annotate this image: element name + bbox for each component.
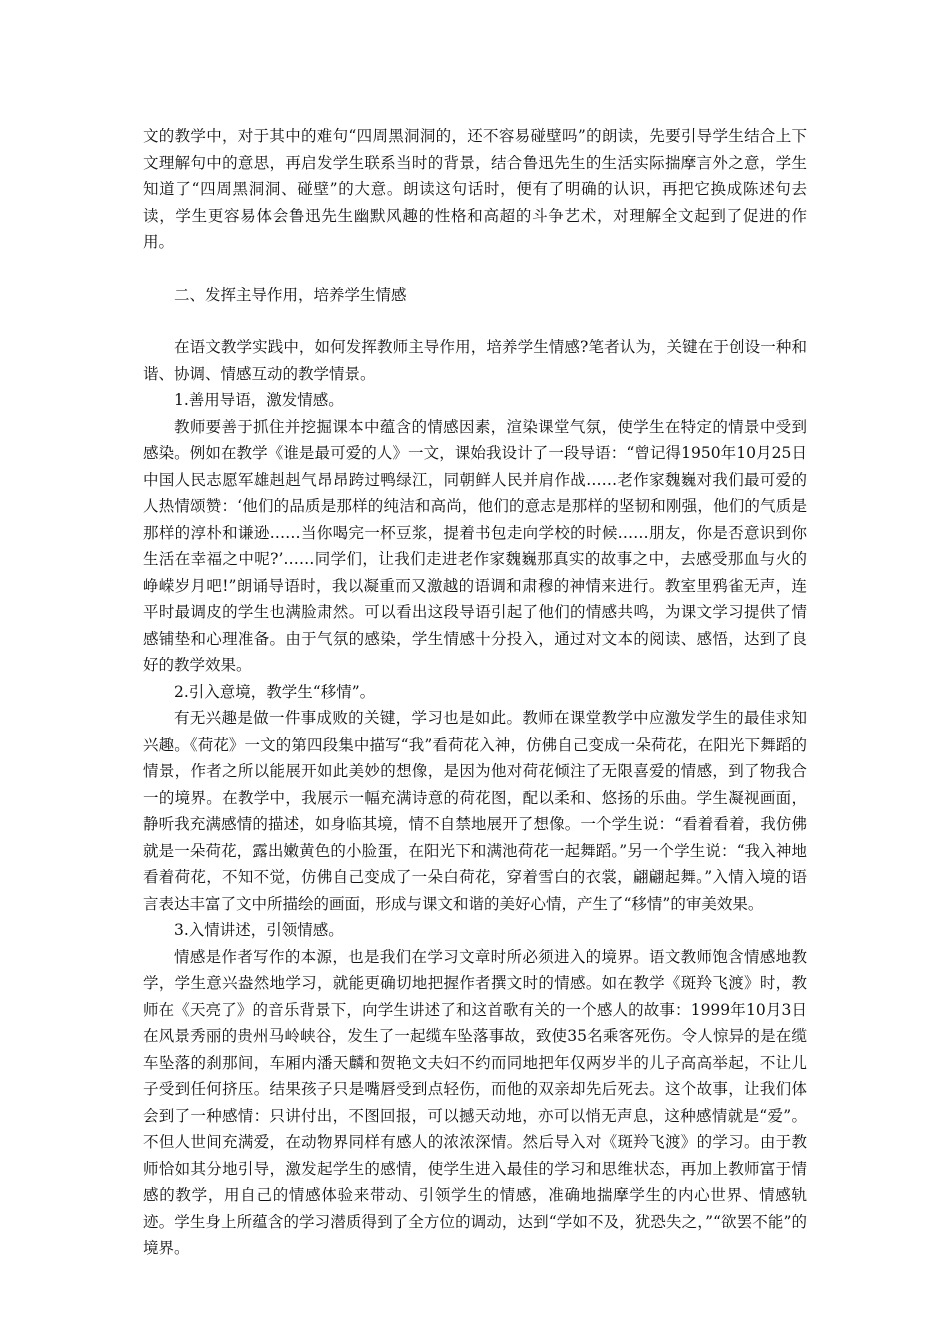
paragraph-intro: 在语文教学实践中，如何发挥教师主导作用，培养学生情感?笔者认为，关键在于创设一种和谐、协调、情感互动的教学情景。	[143, 338, 807, 383]
paragraph-continuation: 文的教学中，对于其中的难句“四周黑洞洞的，还不容易碰壁吗”的朗读，先要引导学生结合上下文理解句中的意思，再启发学生联系当时的背景，结合鲁迅先生的生活实际揣摩言外之意，学生知道了“四周黑洞洞、碰壁”的大意。朗读这句话时，便有了明确的认识，再把它换成陈述句去读，学生更容易体会鲁迅先生幽默风趣的性格和高超的斗争艺术，对理解全文起到了促进的作用。	[143, 127, 807, 251]
subheading-2: 2.引入意境，教学生“移情”。	[174, 682, 376, 701]
paragraph-guidance: 教师要善于抓住并挖掘课本中蕴含的情感因素，渲染课堂气氛，使学生在特定的情景中受到感染。例如在教学《谁是最可爱的人》一文，课始我设计了一段导语：“曾记得1950年10月25日中国人民志愿军雄赳赳气昂昂跨过鸭绿江，同朝鲜人民并肩作战……老作家魏巍对我们最可爱的人热情颂赞：‘他们的品质是那样的纯洁和高尚，他们的意志是那样的坚韧和刚强，他们的气质是那样的淳朴和谦逊……当你喝完一杯豆浆，提着书包走向学校的时候……朋友，你是否意识到你生活在幸福之中呢?’……同学们，让我们走进老作家魏巍那真实的故事之中，去感受那血与火的峥嵘岁月吧!”朗诵导语时，我以凝重而又激越的语调和肃穆的神情来进行。教室里鸦雀无声，连平时最调皮的学生也满脸肃然。可以看出这段导语引起了他们的情感共鸣，为课文学习提供了情感铺垫和心理准备。由于气氛的感染，学生情感十分投入，通过对文本的阅读、感悟，达到了良好的教学效果。	[143, 417, 807, 674]
paragraph-story: 情感是作者写作的本源，也是我们在学习文章时所必须进入的境界。语文教师饱含情感地教学，学生意兴盎然地学习，就能更确切地把握作者撰文时的情感。如在教学《斑羚飞渡》时，教师在《天亮了》的音乐背景下，向学生讲述了和这首歌有关的一个感人的故事：1999年10月3日在风景秀丽的贵州马岭峡谷，发生了一起缆车坠落事故，致使35名乘客死伤。令人惊异的是在缆车坠落的刹那间，车厢内潘天麟和贺艳文夫妇不约而同地把年仅两岁半的儿子高高举起，不让儿子受到任何挤压。结果孩子只是嘴唇受到点轻伤，而他的双亲却先后死去。这个故事，让我们体会到了一种感情：只讲付出，不图回报，可以撼天动地，亦可以悄无声息，这种感情就是“爱”。不但人世间充满爱，在动物界同样有感人的浓浓深情。然后导入对《斑羚飞渡》的学习。由于教师恰如其分地引导，激发起学生的感情，使学生进入最佳的学习和思维状态，再加上教师富于情感的教学，用自己的情感体验来带动、引领学生的情感，准确地揣摩学生的内心世界、情感轨迹。学生身上所蕴含的学习潜质得到了全方位的调动，达到“学如不及，犹恐失之，”“欲罢不能”的境界。	[143, 947, 807, 1257]
section-heading: 二、发挥主导作用，培养学生情感	[174, 285, 407, 304]
paragraph-lotus: 有无兴趣是做一件事成败的关键，学习也是如此。教师在课堂教学中应激发学生的最佳求知兴趣。《荷花》一文的第四段集中描写“我”看荷花入神，仿佛自己变成一朵荷花，在阳光下舞蹈的情景，作者之所以能展开如此美妙的想像，是因为他对荷花倾注了无限喜爱的情感，到了物我合一的境界。在教学中，我展示一幅充满诗意的荷花图，配以柔和、悠扬的乐曲。学生凝视画面，静听我充满感情的描述，如身临其境，情不自禁地展开了想像。一个学生说：“看着看着，我仿佛就是一朵荷花，露出嫩黄色的小脸蛋，在阳光下和满池荷花一起舞蹈。”另一个学生说：“我入神地看着荷花，不知不觉，仿佛自己变成了一朵白荷花，穿着雪白的衣裳，翩翩起舞。”入情入境的语言表达丰富了文中所描绘的画面，形成与课文和谐的美好心情，产生了“移情”的审美效果。	[143, 709, 807, 913]
document-page	[143, 123, 807, 1262]
subheading-3: 3.入情讲述，引领情感。	[174, 921, 344, 939]
subheading-1: 1.善用导语，激发情感。	[174, 391, 344, 409]
